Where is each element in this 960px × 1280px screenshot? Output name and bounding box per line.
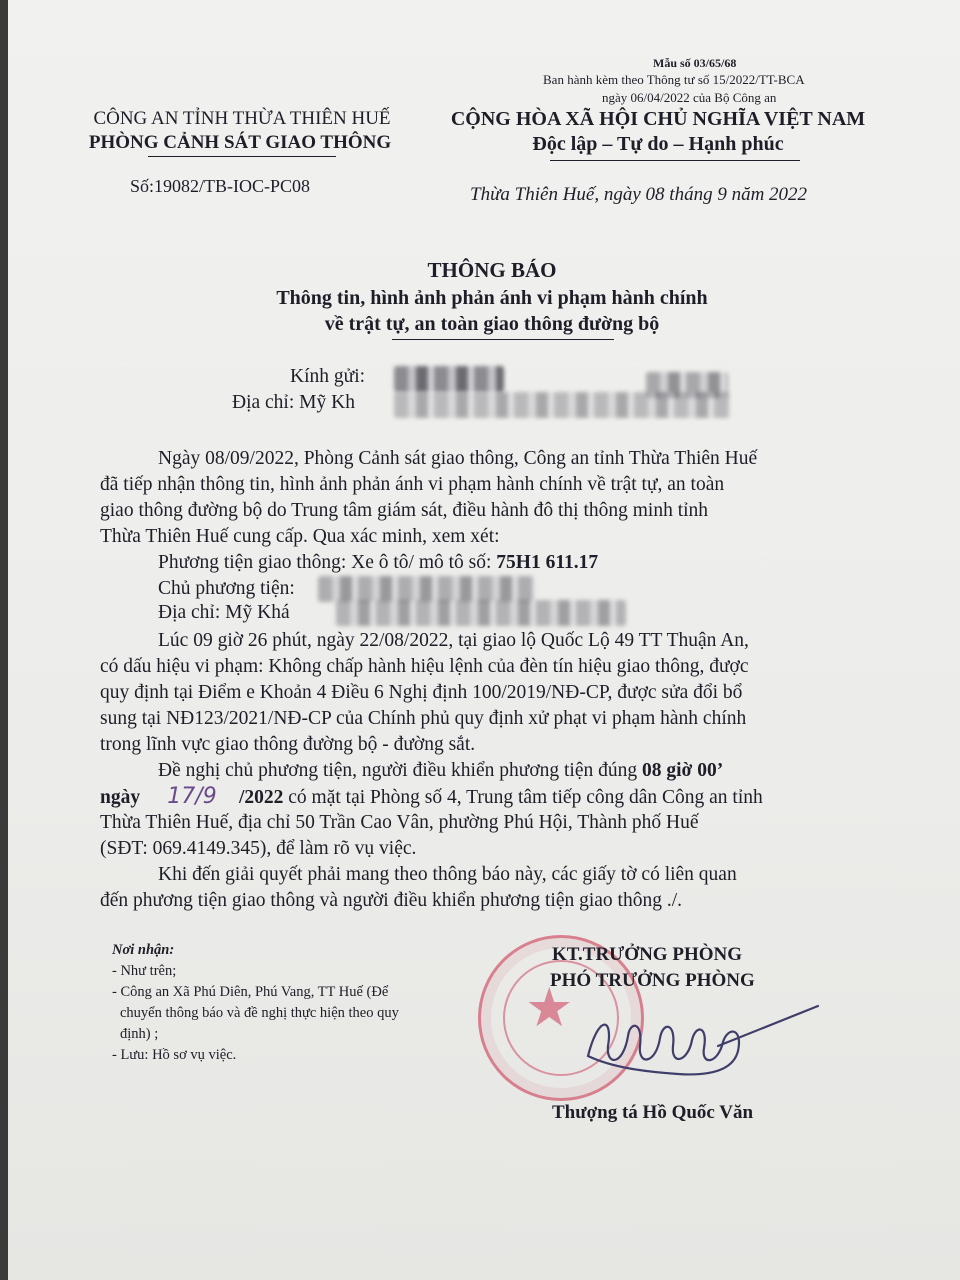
paragraph-3-line-2	[100, 784, 763, 811]
owner-address: Địa chỉ: Mỹ Khá	[158, 602, 290, 623]
place-date: Thừa Thiên Huế, ngày 08 tháng 9 năm 2022	[470, 184, 808, 205]
paragraph-4-line-1: Khi đến giải quyết phải mang theo thông báo này, các giấy tờ có liên quan	[158, 864, 737, 885]
nation-title: CỘNG HÒA XÃ HỘI CHỦ NGHĨA VIỆT NAM	[450, 108, 866, 130]
vehicle-line	[158, 550, 598, 576]
vehicle-label: Phương tiện giao thông: Xe ô tô/ mô tô số:	[158, 552, 497, 573]
signature-title-1: KT.TRƯỞNG PHÒNG	[552, 944, 742, 965]
appointment-day-label: ngày	[100, 787, 141, 808]
paragraph-4-line-2: đến phương tiện giao thông và người điều khiển phương tiện giao thông ./.	[100, 890, 683, 911]
signer-name: Thượng tá Hồ Quốc Văn	[552, 1102, 754, 1123]
agency-underline	[148, 156, 336, 157]
form-code: Mẫu số 03/65/68	[653, 56, 737, 70]
handwritten-signature	[568, 996, 828, 1086]
paragraph-3-text: Đề nghị chủ phương tiện, người điều khiển phương tiện đúng	[158, 760, 642, 781]
redacted-owner-address	[336, 600, 626, 626]
recipient-address: Địa chỉ: Mỹ Kh	[232, 392, 355, 413]
recipients-item-2-line-1: - Công an Xã Phú Diên, Phú Vang, TT Huế (Để	[112, 984, 389, 1000]
paragraph-3-line-4: (SĐT: 069.4149.345), để làm rõ vụ việc.	[100, 838, 417, 859]
vehicle-plate: 75H1 611.17	[496, 552, 599, 573]
paragraph-2-line-4: sung tại NĐ123/2021/NĐ-CP của Chính phủ quy định xử phạt vi phạm hành chính	[100, 708, 747, 729]
signature-title-2: PHÓ TRƯỞNG PHÒNG	[550, 970, 755, 991]
paragraph-1-line-1: Ngày 08/09/2022, Phòng Cảnh sát giao thông, Công an tỉnh Thừa Thiên Huế	[158, 448, 758, 469]
paragraph-2-line-2: có dấu hiệu vi phạm: Không chấp hành hiệu lệnh của đèn tín hiệu giao thông, được	[100, 656, 749, 677]
recipients-heading: Nơi nhận:	[112, 942, 175, 958]
handwritten-date: 17/9	[167, 784, 217, 809]
recipients-item-1: - Như trên;	[112, 963, 177, 979]
agency-department: PHÒNG CẢNH SÁT GIAO THÔNG	[88, 132, 392, 153]
recipients-item-3: - Lưu: Hồ sơ vụ việc.	[112, 1047, 237, 1063]
appointment-time: 08 giờ 00’	[642, 760, 724, 781]
appointment-year: /2022	[238, 787, 284, 808]
motto-underline	[550, 160, 800, 161]
paragraph-1-line-3: giao thông đường bộ do Trung tâm giám sát, điều hành đô thị thông minh tỉnh	[100, 500, 709, 521]
redacted-recipient-address	[394, 392, 730, 418]
document-page	[8, 0, 960, 1280]
paragraph-2-line-3: quy định tại Điểm e Khoản 4 Điều 6 Nghị định 100/2019/NĐ-CP, được sửa đổi bổ	[100, 682, 743, 703]
document-subtitle-line2: về trật tự, an toàn giao thông đường bộ	[324, 313, 660, 335]
paragraph-3-line-3: Thừa Thiên Huế, địa chỉ 50 Trần Cao Vân, phường Phú Hội, Thành phố Huế	[100, 812, 699, 833]
recipient-label: Kính gửi:	[290, 366, 366, 387]
form-issued-line1: Ban hành kèm theo Thông tư số 15/2022/TT-BCA	[543, 72, 805, 87]
redacted-owner-name	[318, 576, 534, 602]
recipients-item-2-line-2: chuyển thông báo và đề nghị thực hiện theo quy	[120, 1005, 399, 1021]
document-number: Số:19082/TB-IOC-PC08	[130, 176, 311, 196]
paragraph-1-line-4: Thừa Thiên Huế cung cấp. Qua xác minh, xem xét:	[100, 526, 500, 547]
nation-motto: Độc lập – Tự do – Hạnh phúc	[532, 133, 784, 155]
redacted-recipient-name	[394, 366, 504, 392]
seal-star-icon: ★	[525, 976, 574, 1039]
appointment-place: có mặt tại Phòng số 4, Trung tâm tiếp công dân Công an tỉnh	[283, 787, 763, 808]
recipients-item-2-line-3: định) ;	[120, 1026, 159, 1042]
title-underline	[392, 339, 614, 340]
document-subtitle-line1: Thông tin, hình ảnh phản ánh vi phạm hành chính	[276, 287, 708, 309]
agency-name: CÔNG AN TỈNH THỪA THIÊN HUẾ	[93, 108, 391, 129]
paragraph-2-line-1: Lúc 09 giờ 26 phút, ngày 22/08/2022, tại giao lộ Quốc Lộ 49 TT Thuận An,	[158, 630, 749, 651]
owner-label: Chủ phương tiện:	[158, 578, 295, 599]
form-issued-line2: ngày 06/04/2022 của Bộ Công an	[602, 90, 777, 105]
paragraph-1-line-2: đã tiếp nhận thông tin, hình ảnh phản ánh vi phạm hành chính về trật tự, an toàn	[100, 474, 725, 495]
paragraph-2-line-5: trong lĩnh vực giao thông đường bộ - đường sắt.	[100, 734, 476, 755]
paragraph-3-line-1	[158, 758, 723, 784]
document-title: THÔNG BÁO	[427, 258, 557, 282]
